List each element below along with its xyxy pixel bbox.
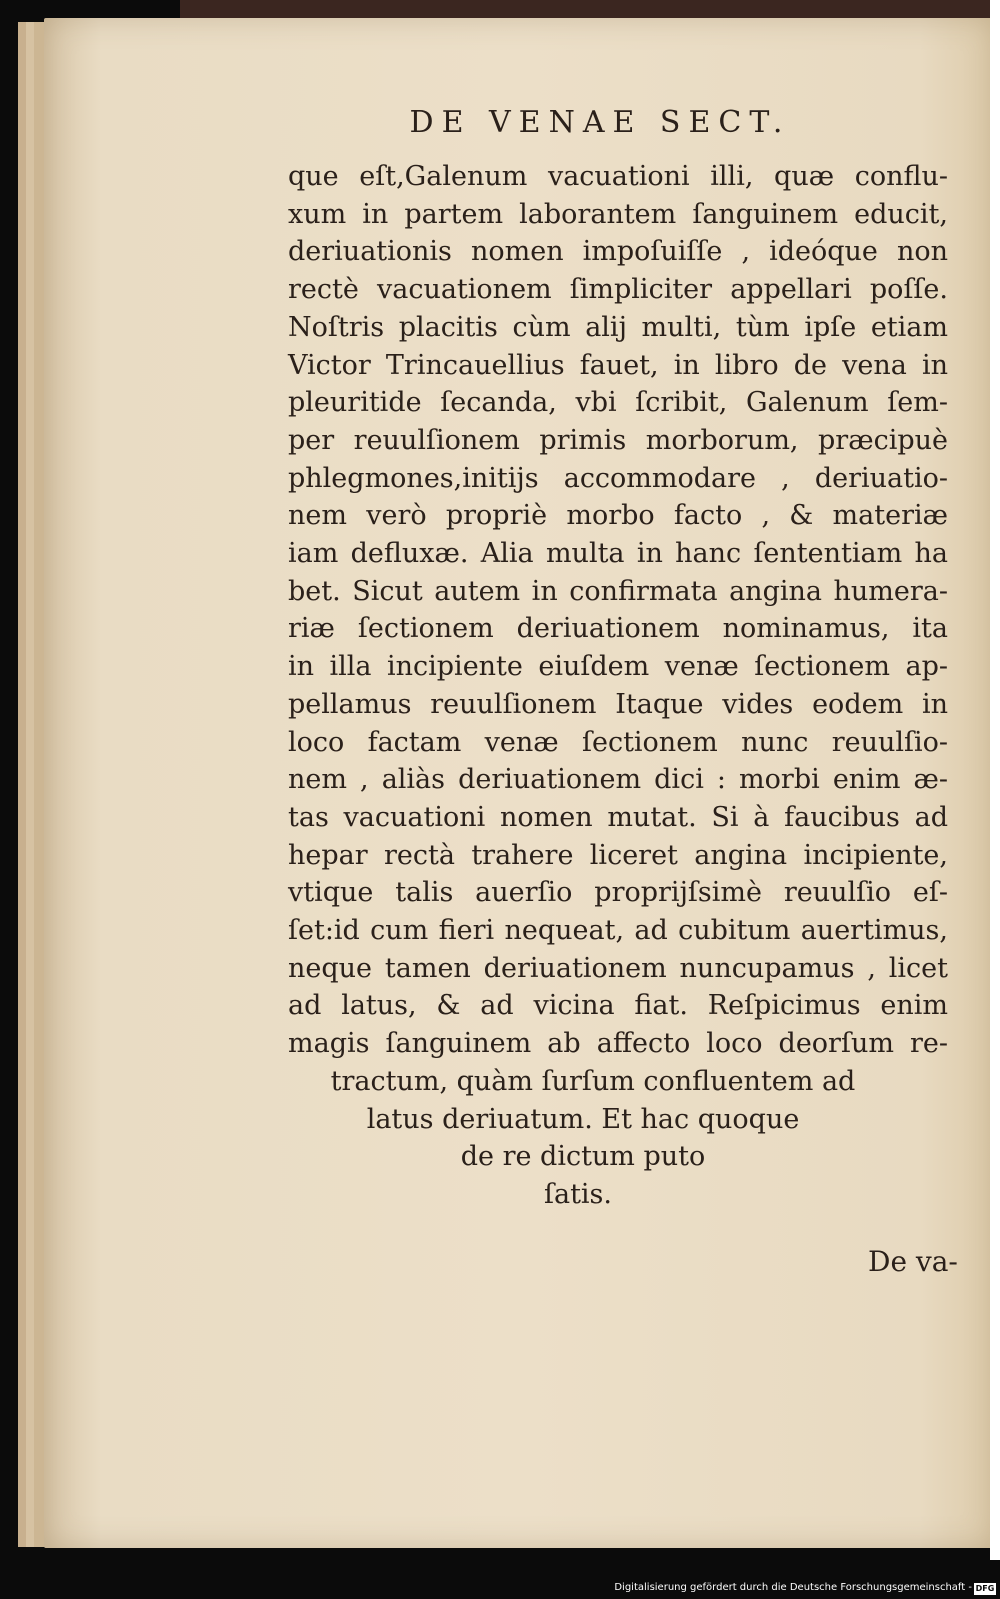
running-head: DE VENAE SECT. — [409, 105, 791, 140]
text-line: ſet:id cum fieri nequeat, ad cubitum auertimus, — [288, 915, 948, 947]
text-line: que eſt,Galenum vacuationi illi, quæ conflu- — [288, 161, 948, 192]
body-text — [288, 158, 948, 1214]
text-line: loco factam venæ ſectionem nunc reuulſio- — [288, 726, 948, 758]
text-line: tractum, quàm ſurſum confluentem ad — [330, 1065, 856, 1097]
digitization-credit: Digitalisierung gefördert durch die Deutsche Forschungsgemeinschaft - — [614, 1582, 972, 1593]
text-line: Noſtris placitis cùm alij multi, tùm ipſe etiam — [288, 311, 948, 343]
text-line: vtique talis auerſio proprijſsimè reuulſio eſ- — [288, 877, 948, 909]
text-line: riæ ſectionem deriuationem nominamus, ita — [288, 613, 948, 645]
text-line: de re dictum puto — [460, 1141, 706, 1173]
text-line: ad latus, & ad vicina fiat. Reſpicimus enim — [288, 990, 948, 1022]
top-page-edge — [180, 0, 1000, 18]
dfg-logo: DFG — [975, 1584, 995, 1593]
text-line: tas vacuationi nomen mutat. Si à faucibus ad — [288, 801, 948, 833]
text-line: pleuritide ſecanda, vbi ſcribit, Galenum ſem- — [288, 387, 948, 419]
text-line: latus deriuatum. Et hac quoque — [366, 1103, 800, 1135]
text-line: nem verò propriè morbo facto , & materiæ — [288, 500, 948, 532]
text-line: neque tamen deriuationem nuncupamus , licet — [288, 952, 948, 984]
text-line: pellamus reuulſionem Itaque vides eodem in — [288, 688, 948, 720]
text-line: iam defluxæ. Alia multa in hanc ſententiam ha — [288, 538, 948, 570]
text-line: deriuationis nomen impoſuiſſe , ideóque non — [288, 236, 948, 268]
text-line: nem , aliàs deriuationem dici : morbi enim æ- — [288, 764, 948, 796]
text-line: bet. Sicut autem in confirmata angina humera- — [288, 575, 948, 607]
text-line: hepar rectà trahere liceret angina incipiente, — [288, 839, 948, 871]
text-line: ſatis. — [543, 1178, 612, 1210]
text-line: xum in partem laborantem ſanguinem educit, — [288, 198, 948, 230]
text-line: Victor Trincauellius fauet, in libro de vena in — [288, 349, 948, 381]
text-line: per reuulſionem primis morborum, præcipuè — [288, 424, 948, 456]
catchword: De va- — [868, 1245, 958, 1278]
text-line: in illa incipiente eiuſdem venæ ſectionem ap- — [288, 651, 948, 683]
text-line: magis ſanguinem ab affecto loco deorſum re- — [288, 1028, 948, 1060]
text-line: phlegmones,initijs accommodare , deriuatio- — [288, 462, 948, 494]
scan-border — [990, 0, 1000, 1560]
text-line: rectè vacuationem ſimpliciter appellari poſſe. — [288, 274, 948, 306]
